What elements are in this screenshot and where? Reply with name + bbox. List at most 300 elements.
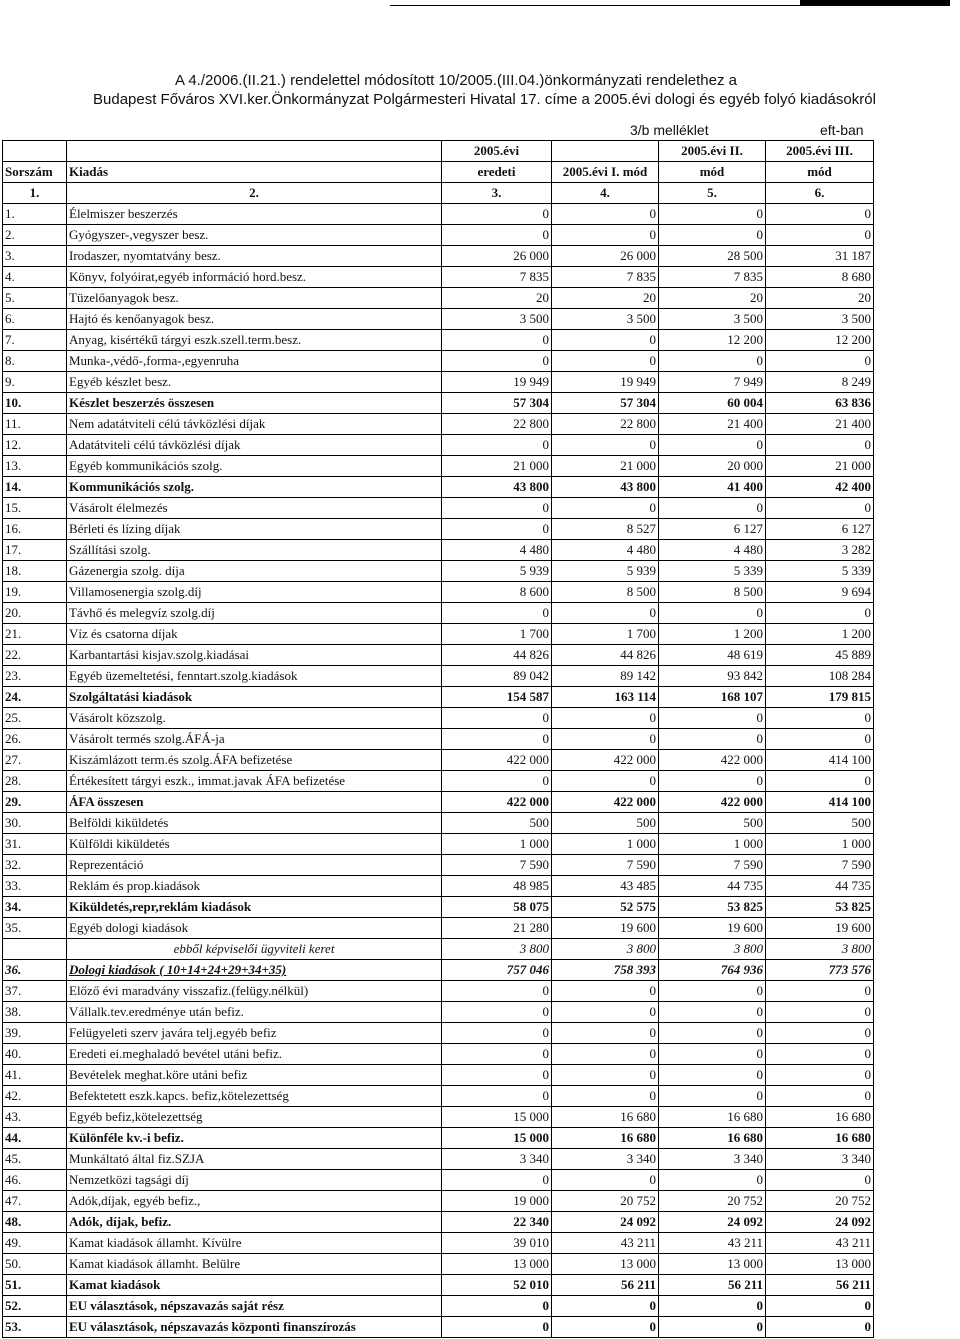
table-row — [3, 624, 874, 645]
row-label: Szállítási szolg. — [67, 540, 442, 561]
row-value-col6: 8 680 — [766, 267, 874, 288]
row-value-col4: 500 — [552, 813, 659, 834]
row-label: Adók, díjak, befiz. — [67, 1212, 442, 1233]
row-number: 32. — [3, 855, 67, 876]
row-value-col6: 6 127 — [766, 519, 874, 540]
row-label: Vállalk.tev.eredménye után befiz. — [67, 1002, 442, 1023]
row-value-col5: 0 — [659, 351, 766, 372]
row-value-col3: 0 — [442, 1086, 552, 1107]
row-number: 6. — [3, 309, 67, 330]
row-value-col5: 7 835 — [659, 267, 766, 288]
row-value-col6: 13 000 — [766, 1254, 874, 1275]
row-value-col5: 3 800 — [659, 939, 766, 960]
table-row — [3, 582, 874, 603]
row-value-col6: 0 — [766, 1002, 874, 1023]
row-value-col6: 9 694 — [766, 582, 874, 603]
row-value-col4: 0 — [552, 1023, 659, 1044]
row-label: Kamat kiadások államht. Kívülre — [67, 1233, 442, 1254]
row-value-col6: 3 800 — [766, 939, 874, 960]
table-row — [3, 330, 874, 351]
row-value-col4: 16 680 — [552, 1107, 659, 1128]
row-value-col3: 0 — [442, 1002, 552, 1023]
row-value-col3: 500 — [442, 813, 552, 834]
row-value-col6: 19 600 — [766, 918, 874, 939]
col-number-3: 3. — [442, 183, 552, 204]
table-row — [3, 204, 874, 225]
col3-header-top: 2005.évi — [442, 141, 552, 162]
row-value-col5: 3 340 — [659, 1149, 766, 1170]
row-number: 47. — [3, 1191, 67, 1212]
row-value-col6: 0 — [766, 1044, 874, 1065]
row-number: 49. — [3, 1233, 67, 1254]
row-value-col5: 0 — [659, 225, 766, 246]
row-value-col3: 1 000 — [442, 834, 552, 855]
row-value-col3: 3 500 — [442, 309, 552, 330]
col5-header-bottom: mód — [659, 162, 766, 183]
table-row — [3, 1191, 874, 1212]
table-row — [3, 708, 874, 729]
row-value-col6: 0 — [766, 1086, 874, 1107]
row-label: Befektetett eszk.kapcs. befiz,kötelezettség — [67, 1086, 442, 1107]
row-number: 25. — [3, 708, 67, 729]
row-value-col5: 1 200 — [659, 624, 766, 645]
row-value-col6: 414 100 — [766, 792, 874, 813]
table-row — [3, 939, 874, 960]
table-row — [3, 771, 874, 792]
header-cell-empty-1 — [3, 141, 67, 162]
row-value-col5: 13 000 — [659, 1254, 766, 1275]
table-row — [3, 1317, 874, 1338]
row-value-col5: 16 680 — [659, 1128, 766, 1149]
row-value-col4: 1 000 — [552, 834, 659, 855]
row-value-col3: 19 000 — [442, 1191, 552, 1212]
row-number: 50. — [3, 1254, 67, 1275]
table-row — [3, 918, 874, 939]
row-value-col4: 0 — [552, 435, 659, 456]
row-value-col5: 0 — [659, 1044, 766, 1065]
row-number: 37. — [3, 981, 67, 1002]
col-number-1: 1. — [3, 183, 67, 204]
row-value-col6: 44 735 — [766, 876, 874, 897]
row-value-col5: 41 400 — [659, 477, 766, 498]
row-label: Munka-,védő-,forma-,egyenruha — [67, 351, 442, 372]
row-value-col4: 0 — [552, 1317, 659, 1338]
row-number: 53. — [3, 1317, 67, 1338]
row-value-col3: 0 — [442, 435, 552, 456]
row-label: Készlet beszerzés összesen — [67, 393, 442, 414]
row-label: Nem adatátviteli célú távközlési díjak — [67, 414, 442, 435]
table-row — [3, 288, 874, 309]
table-row — [3, 414, 874, 435]
row-value-col3: 0 — [442, 603, 552, 624]
row-value-col3: 0 — [442, 771, 552, 792]
row-label: Villamosenergia szolg.díj — [67, 582, 442, 603]
row-value-col5: 7 590 — [659, 855, 766, 876]
row-label: Belföldi kiküldetés — [67, 813, 442, 834]
row-value-col6: 8 249 — [766, 372, 874, 393]
row-value-col3: 757 046 — [442, 960, 552, 981]
row-number: 31. — [3, 834, 67, 855]
table-row — [3, 372, 874, 393]
row-label: Egyéb befiz,kötelezettség — [67, 1107, 442, 1128]
row-value-col6: 43 211 — [766, 1233, 874, 1254]
row-value-col6: 0 — [766, 351, 874, 372]
table-row — [3, 246, 874, 267]
row-label: Anyag, kisértékű tárgyi eszk.szell.term.besz. — [67, 330, 442, 351]
row-value-col4: 4 480 — [552, 540, 659, 561]
table-row — [3, 267, 874, 288]
row-value-col3: 15 000 — [442, 1107, 552, 1128]
row-label: Egyéb készlet besz. — [67, 372, 442, 393]
row-value-col4: 0 — [552, 1170, 659, 1191]
row-value-col6: 0 — [766, 729, 874, 750]
row-value-col4: 44 826 — [552, 645, 659, 666]
row-value-col4: 19 949 — [552, 372, 659, 393]
col-kiadas-header: Kiadás — [67, 162, 442, 183]
header-row-top — [3, 141, 874, 162]
row-number: 18. — [3, 561, 67, 582]
row-value-col6: 0 — [766, 1170, 874, 1191]
row-value-col3: 15 000 — [442, 1128, 552, 1149]
row-value-col6: 63 836 — [766, 393, 874, 414]
row-value-col6: 5 339 — [766, 561, 874, 582]
row-label: Különféle kv.-i befiz. — [67, 1128, 442, 1149]
row-number: 9. — [3, 372, 67, 393]
table-row — [3, 855, 874, 876]
row-number: 8. — [3, 351, 67, 372]
row-label: Távhő és melegvíz szolg.díj — [67, 603, 442, 624]
col6-header-top: 2005.évi III. — [766, 141, 874, 162]
row-label: ÁFA összesen — [67, 792, 442, 813]
row-label: ebből képviselői ügyviteli keret — [67, 939, 442, 960]
row-value-col3: 22 340 — [442, 1212, 552, 1233]
row-value-col5: 20 — [659, 288, 766, 309]
table-row — [3, 1296, 874, 1317]
row-value-col5: 0 — [659, 1170, 766, 1191]
table-row — [3, 687, 874, 708]
doc-title-line-2: Budapest Főváros XVI.ker.Önkormányzat Polgármesteri Hivatal 17. címe a 2005.évi dologi és egyéb folyó kiadásokról — [93, 91, 876, 108]
row-label: Külföldi kiküldetés — [67, 834, 442, 855]
row-value-col5: 764 936 — [659, 960, 766, 981]
row-value-col3: 7 590 — [442, 855, 552, 876]
row-number: 17. — [3, 540, 67, 561]
row-value-col6: 0 — [766, 225, 874, 246]
row-value-col4: 0 — [552, 1044, 659, 1065]
row-value-col4: 0 — [552, 1002, 659, 1023]
table-row — [3, 456, 874, 477]
row-label: Irodaszer, nyomtatvány besz. — [67, 246, 442, 267]
table-row — [3, 813, 874, 834]
row-number: 4. — [3, 267, 67, 288]
row-value-col4: 16 680 — [552, 1128, 659, 1149]
row-label: Munkáltató által fiz.SZJA — [67, 1149, 442, 1170]
row-value-col6: 7 590 — [766, 855, 874, 876]
row-value-col3: 0 — [442, 1023, 552, 1044]
col-sorszam-header: Sorszám — [3, 162, 67, 183]
row-label: Tüzelőanyagok besz. — [67, 288, 442, 309]
col-number-6: 6. — [766, 183, 874, 204]
row-value-col5: 21 400 — [659, 414, 766, 435]
table-row — [3, 960, 874, 981]
row-value-col6: 3 340 — [766, 1149, 874, 1170]
row-value-col4: 0 — [552, 330, 659, 351]
row-value-col5: 93 842 — [659, 666, 766, 687]
table-row — [3, 1002, 874, 1023]
row-value-col4: 22 800 — [552, 414, 659, 435]
row-value-col6: 0 — [766, 498, 874, 519]
row-number: 21. — [3, 624, 67, 645]
row-value-col4: 24 092 — [552, 1212, 659, 1233]
row-number: 13. — [3, 456, 67, 477]
row-number: 16. — [3, 519, 67, 540]
row-value-col4: 0 — [552, 1065, 659, 1086]
row-value-col6: 20 — [766, 288, 874, 309]
row-value-col5: 0 — [659, 771, 766, 792]
row-value-col3: 0 — [442, 498, 552, 519]
row-value-col5: 8 500 — [659, 582, 766, 603]
row-number: 2. — [3, 225, 67, 246]
table-row — [3, 1128, 874, 1149]
row-number: 41. — [3, 1065, 67, 1086]
row-value-col3: 19 949 — [442, 372, 552, 393]
row-value-col5: 7 949 — [659, 372, 766, 393]
row-value-col6: 24 092 — [766, 1212, 874, 1233]
row-value-col4: 3 800 — [552, 939, 659, 960]
row-label: Szolgáltatási kiadások — [67, 687, 442, 708]
table-row — [3, 1065, 874, 1086]
row-number: 10. — [3, 393, 67, 414]
row-value-col3: 8 600 — [442, 582, 552, 603]
row-number: 14. — [3, 477, 67, 498]
row-value-col6: 0 — [766, 435, 874, 456]
row-value-col3: 0 — [442, 1065, 552, 1086]
col-number-5: 5. — [659, 183, 766, 204]
row-value-col6: 21 400 — [766, 414, 874, 435]
row-value-col5: 168 107 — [659, 687, 766, 708]
table-row — [3, 498, 874, 519]
row-value-col3: 0 — [442, 1296, 552, 1317]
row-label: Vásárolt termés szolg.ÁFÁ-ja — [67, 729, 442, 750]
table-row — [3, 519, 874, 540]
table-row — [3, 1275, 874, 1296]
row-label: Eredeti ei.meghaladó bevétel utáni befiz. — [67, 1044, 442, 1065]
row-value-col5: 3 500 — [659, 309, 766, 330]
row-value-col6: 31 187 — [766, 246, 874, 267]
table-row — [3, 834, 874, 855]
top-rule — [390, 0, 950, 7]
row-value-col6: 3 500 — [766, 309, 874, 330]
row-value-col6: 414 100 — [766, 750, 874, 771]
row-value-col5: 20 000 — [659, 456, 766, 477]
row-value-col4: 163 114 — [552, 687, 659, 708]
table-row — [3, 1233, 874, 1254]
row-value-col5: 0 — [659, 1086, 766, 1107]
row-label: Karbantartási kisjav.szolg.kiadásai — [67, 645, 442, 666]
table-row — [3, 1107, 874, 1128]
col6-header-bottom: mód — [766, 162, 874, 183]
row-value-col4: 8 500 — [552, 582, 659, 603]
row-value-col3: 422 000 — [442, 750, 552, 771]
row-value-col3: 0 — [442, 225, 552, 246]
top-rule-line — [390, 5, 800, 6]
row-value-col3: 21 000 — [442, 456, 552, 477]
table-row — [3, 1086, 874, 1107]
row-value-col3: 3 800 — [442, 939, 552, 960]
row-value-col4: 0 — [552, 771, 659, 792]
row-value-col6: 0 — [766, 1317, 874, 1338]
row-number: 27. — [3, 750, 67, 771]
row-label: Egyéb dologi kiadások — [67, 918, 442, 939]
row-value-col4: 20 752 — [552, 1191, 659, 1212]
row-number: 22. — [3, 645, 67, 666]
row-label: Adók,díjak, egyéb befiz., — [67, 1191, 442, 1212]
row-value-col3: 154 587 — [442, 687, 552, 708]
row-value-col4: 43 800 — [552, 477, 659, 498]
row-number — [3, 939, 67, 960]
row-value-col6: 12 200 — [766, 330, 874, 351]
row-value-col3: 4 480 — [442, 540, 552, 561]
row-value-col5: 0 — [659, 1023, 766, 1044]
row-value-col5: 422 000 — [659, 750, 766, 771]
table-row — [3, 1149, 874, 1170]
row-value-col3: 48 985 — [442, 876, 552, 897]
table-row — [3, 792, 874, 813]
row-value-col4: 19 600 — [552, 918, 659, 939]
row-label: Gázenergia szolg. díja — [67, 561, 442, 582]
row-value-col3: 0 — [442, 729, 552, 750]
row-label: Bérleti és lízing díjak — [67, 519, 442, 540]
row-value-col4: 422 000 — [552, 750, 659, 771]
row-value-col5: 28 500 — [659, 246, 766, 267]
row-label: Kamat kiadások — [67, 1275, 442, 1296]
row-value-col4: 0 — [552, 225, 659, 246]
row-value-col6: 1 200 — [766, 624, 874, 645]
row-value-col4: 0 — [552, 981, 659, 1002]
row-value-col3: 20 — [442, 288, 552, 309]
row-number: 29. — [3, 792, 67, 813]
row-value-col5: 0 — [659, 1317, 766, 1338]
row-label: Egyéb kommunikációs szolg. — [67, 456, 442, 477]
table-row — [3, 1254, 874, 1275]
row-value-col6: 45 889 — [766, 645, 874, 666]
row-number: 34. — [3, 897, 67, 918]
row-value-col6: 42 400 — [766, 477, 874, 498]
row-value-col5: 24 092 — [659, 1212, 766, 1233]
row-value-col4: 89 142 — [552, 666, 659, 687]
row-value-col5: 4 480 — [659, 540, 766, 561]
row-number: 39. — [3, 1023, 67, 1044]
row-value-col5: 0 — [659, 435, 766, 456]
row-value-col5: 12 200 — [659, 330, 766, 351]
row-value-col4: 0 — [552, 1296, 659, 1317]
row-value-col6: 1 000 — [766, 834, 874, 855]
row-value-col5: 56 211 — [659, 1275, 766, 1296]
row-value-col4: 8 527 — [552, 519, 659, 540]
row-value-col5: 43 211 — [659, 1233, 766, 1254]
row-value-col5: 0 — [659, 603, 766, 624]
row-number: 7. — [3, 330, 67, 351]
row-value-col3: 43 800 — [442, 477, 552, 498]
row-value-col3: 3 340 — [442, 1149, 552, 1170]
row-value-col3: 57 304 — [442, 393, 552, 414]
row-value-col6: 3 282 — [766, 540, 874, 561]
row-value-col4: 43 211 — [552, 1233, 659, 1254]
row-label: Előző évi maradvány visszafiz.(felügy.nélkül) — [67, 981, 442, 1002]
row-label: Élelmiszer beszerzés — [67, 204, 442, 225]
row-label: Értékesített tárgyi eszk., immat.javak ÁFA befizetése — [67, 771, 442, 792]
row-value-col4: 13 000 — [552, 1254, 659, 1275]
row-value-col3: 0 — [442, 1170, 552, 1191]
row-label: Kommunikációs szolg. — [67, 477, 442, 498]
row-value-col6: 500 — [766, 813, 874, 834]
row-value-col3: 7 835 — [442, 267, 552, 288]
table-row — [3, 897, 874, 918]
row-value-col4: 0 — [552, 498, 659, 519]
row-label: Hajtó és kenőanyagok besz. — [67, 309, 442, 330]
row-label: Vásárolt közszolg. — [67, 708, 442, 729]
row-number: 24. — [3, 687, 67, 708]
row-value-col4: 5 939 — [552, 561, 659, 582]
table-row — [3, 435, 874, 456]
row-label: Könyv, folyóirat,egyéb információ hord.besz. — [67, 267, 442, 288]
row-value-col3: 89 042 — [442, 666, 552, 687]
row-number: 12. — [3, 435, 67, 456]
row-value-col3: 0 — [442, 708, 552, 729]
row-label: Adatátviteli célú távközlési díjak — [67, 435, 442, 456]
table-row — [3, 1023, 874, 1044]
row-number: 46. — [3, 1170, 67, 1191]
header-cell-empty-2 — [67, 141, 442, 162]
row-value-col5: 20 752 — [659, 1191, 766, 1212]
row-value-col3: 1 700 — [442, 624, 552, 645]
row-value-col6: 16 680 — [766, 1107, 874, 1128]
row-value-col6: 56 211 — [766, 1275, 874, 1296]
row-value-col5: 16 680 — [659, 1107, 766, 1128]
table-row — [3, 1044, 874, 1065]
row-value-col6: 773 576 — [766, 960, 874, 981]
row-label: EU választások, népszavazás központi finanszírozás — [67, 1317, 442, 1338]
row-value-col3: 22 800 — [442, 414, 552, 435]
row-value-col5: 44 735 — [659, 876, 766, 897]
row-value-col4: 3 340 — [552, 1149, 659, 1170]
row-number: 28. — [3, 771, 67, 792]
row-number: 23. — [3, 666, 67, 687]
row-number: 3. — [3, 246, 67, 267]
table-row — [3, 393, 874, 414]
row-value-col5: 0 — [659, 729, 766, 750]
row-value-col3: 0 — [442, 204, 552, 225]
row-number: 42. — [3, 1086, 67, 1107]
row-label: Kamat kiadások államht. Belülre — [67, 1254, 442, 1275]
row-value-col6: 0 — [766, 771, 874, 792]
row-value-col5: 0 — [659, 1065, 766, 1086]
row-number: 35. — [3, 918, 67, 939]
row-number: 52. — [3, 1296, 67, 1317]
row-value-col3: 5 939 — [442, 561, 552, 582]
row-value-col3: 44 826 — [442, 645, 552, 666]
row-label: Egyéb üzemeltetési, fenntart.szolg.kiadások — [67, 666, 442, 687]
row-label: Nemzetközi tagsági díj — [67, 1170, 442, 1191]
row-value-col5: 60 004 — [659, 393, 766, 414]
row-value-col6: 0 — [766, 1023, 874, 1044]
row-value-col5: 0 — [659, 981, 766, 1002]
row-value-col6: 20 752 — [766, 1191, 874, 1212]
row-label: Reprezentáció — [67, 855, 442, 876]
header-cell-empty-4 — [552, 141, 659, 162]
table-row — [3, 225, 874, 246]
col-number-4: 4. — [552, 183, 659, 204]
row-value-col5: 0 — [659, 1296, 766, 1317]
